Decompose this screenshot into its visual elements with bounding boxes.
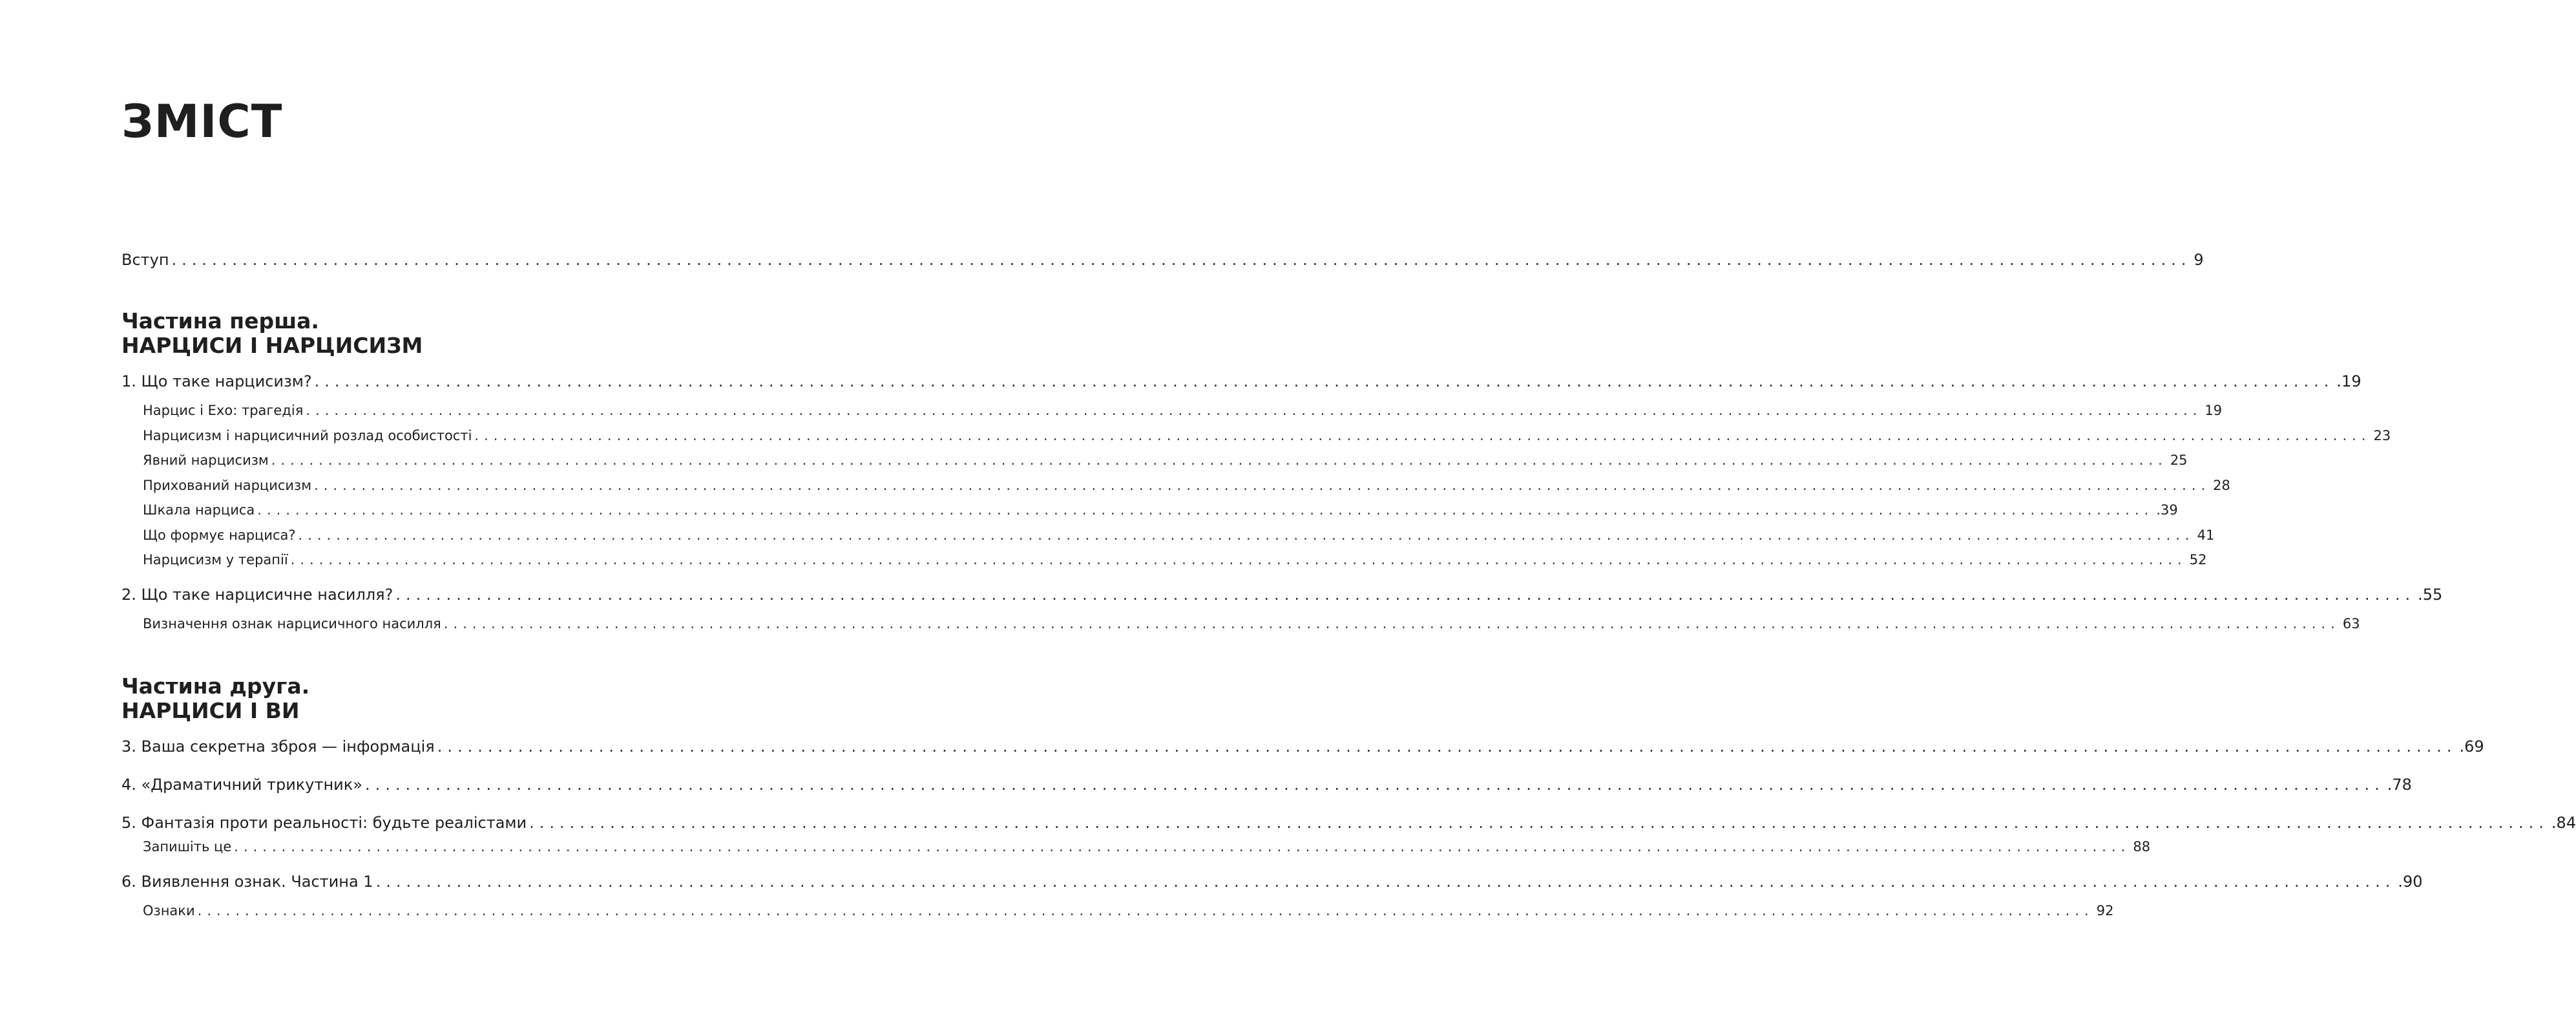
dot-leader: ........................................................................................................................................................................................................ <box>257 502 2154 518</box>
toc-entry-page: 19 <box>2204 403 2223 418</box>
toc-entry-page: 41 <box>2197 527 2215 543</box>
toc-entry-label: Шкала нарциса <box>143 502 255 518</box>
dot-leader: ........................................................................................................................................................................................................ <box>271 452 2168 468</box>
toc-entry-page: .84 <box>2551 814 2576 832</box>
toc-chapter-5[interactable] <box>121 814 2576 834</box>
dot-leader: ........................................................................................................................................................................................................ <box>290 552 2187 567</box>
dot-leader: ........................................................................................................................................................................................................ <box>364 776 2385 794</box>
part-one-title: Частина перша. <box>121 308 319 334</box>
dot-leader: ........................................................................................................................................................................................................ <box>443 616 2340 631</box>
toc-section[interactable] <box>143 616 2360 637</box>
toc-entry-label: Нарцисизм і нарцисичний розлад особистості <box>143 428 472 443</box>
toc-section[interactable] <box>143 403 2223 423</box>
toc-entry-page: 28 <box>2213 478 2230 493</box>
part-two-title: Частина друга. <box>121 673 310 699</box>
toc-chapter-6[interactable] <box>121 873 2423 893</box>
part-two-subtitle: НАРЦИСИ І ВИ <box>121 698 300 723</box>
dot-leader: ........................................................................................................................................................................................................ <box>314 478 2211 493</box>
toc-entry-label: 3. Ваша секретна зброя — інформація <box>121 737 435 756</box>
toc-section[interactable] <box>143 478 2230 498</box>
dot-leader: ........................................................................................................................................................................................................ <box>529 814 2549 832</box>
toc-entry-label: Вступ <box>121 251 169 269</box>
dot-leader: ........................................................................................................................................................................................................ <box>395 586 2416 604</box>
toc-chapter-3[interactable] <box>121 737 2484 758</box>
toc-entry-label: Запишіть це <box>143 839 232 854</box>
toc-chapter-1[interactable] <box>121 372 2361 393</box>
toc-section[interactable] <box>143 839 2151 860</box>
page-title: ЗМІСТ <box>121 95 283 148</box>
part-one-subtitle: НАРЦИСИ І НАРЦИСИЗМ <box>121 333 423 358</box>
toc-entry-label: 6. Виявлення ознак. Частина 1 <box>121 873 373 891</box>
toc-entry-label: 2. Що таке нарцисичне насилля? <box>121 586 393 604</box>
toc-entry-label: 1. Що таке нарцисизм? <box>121 372 312 390</box>
toc-entry-page: 92 <box>2096 903 2114 918</box>
toc-entry-label: Нарцисизм у терапії <box>143 552 288 567</box>
toc-section[interactable] <box>143 428 2391 449</box>
toc-entry-page: .19 <box>2336 372 2361 390</box>
part-one-heading <box>121 309 423 358</box>
part-two-heading <box>121 674 309 723</box>
dot-leader: ........................................................................................................................................................................................................ <box>437 737 2457 756</box>
toc-entry-page: .69 <box>2459 737 2484 756</box>
toc-entry-label: 5. Фантазія проти реальності: будьте реалістами <box>121 814 527 832</box>
dot-leader: ........................................................................................................................................................................................................ <box>474 428 2371 443</box>
dot-leader: ........................................................................................................................................................................................................ <box>298 527 2195 543</box>
toc-entry-label: Прихований нарцисизм <box>143 478 312 493</box>
toc-entry-page: .39 <box>2156 502 2178 518</box>
toc-entry-label: Нарцис і Ехо: трагедія <box>143 403 304 418</box>
toc-entry-page: 23 <box>2373 428 2391 443</box>
toc-section[interactable] <box>143 552 2207 573</box>
toc-section[interactable] <box>143 452 2188 473</box>
dot-leader: ........................................................................................................................................................................................................ <box>314 372 2334 390</box>
dot-leader: ........................................................................................................................................................................................................ <box>171 251 2192 269</box>
toc-entry-label: Ознаки <box>143 903 195 918</box>
toc-entry-page: 9 <box>2194 251 2204 269</box>
toc-entry-page: .78 <box>2387 776 2412 794</box>
dot-leader: ........................................................................................................................................................................................................ <box>306 403 2203 418</box>
toc-entry-label: Що формує нарциса? <box>143 527 296 543</box>
dot-leader: ........................................................................................................................................................................................................ <box>375 873 2396 891</box>
toc-entry-page: 88 <box>2133 839 2151 854</box>
dot-leader: ........................................................................................................................................................................................................ <box>234 839 2131 854</box>
toc-entry-label: 4. «Драматичний трикутник» <box>121 776 362 794</box>
toc-entry-label: Визначення ознак нарцисичного насилля <box>143 616 441 631</box>
toc-entry-page: 63 <box>2342 616 2360 631</box>
toc-entry-page: 25 <box>2170 452 2188 468</box>
toc-entry-intro[interactable] <box>121 251 2204 271</box>
toc-chapter-4[interactable] <box>121 776 2412 796</box>
toc-chapter-2[interactable] <box>121 586 2443 606</box>
toc-section[interactable] <box>143 527 2215 548</box>
toc-entry-label: Явний нарцисизм <box>143 452 269 468</box>
dot-leader: ........................................................................................................................................................................................................ <box>197 903 2094 918</box>
toc-entry-page: .90 <box>2398 873 2423 891</box>
toc-entry-page: .55 <box>2418 586 2443 604</box>
toc-section[interactable] <box>143 502 2178 523</box>
toc-entry-page: 52 <box>2189 552 2207 567</box>
toc-section[interactable] <box>143 903 2114 924</box>
